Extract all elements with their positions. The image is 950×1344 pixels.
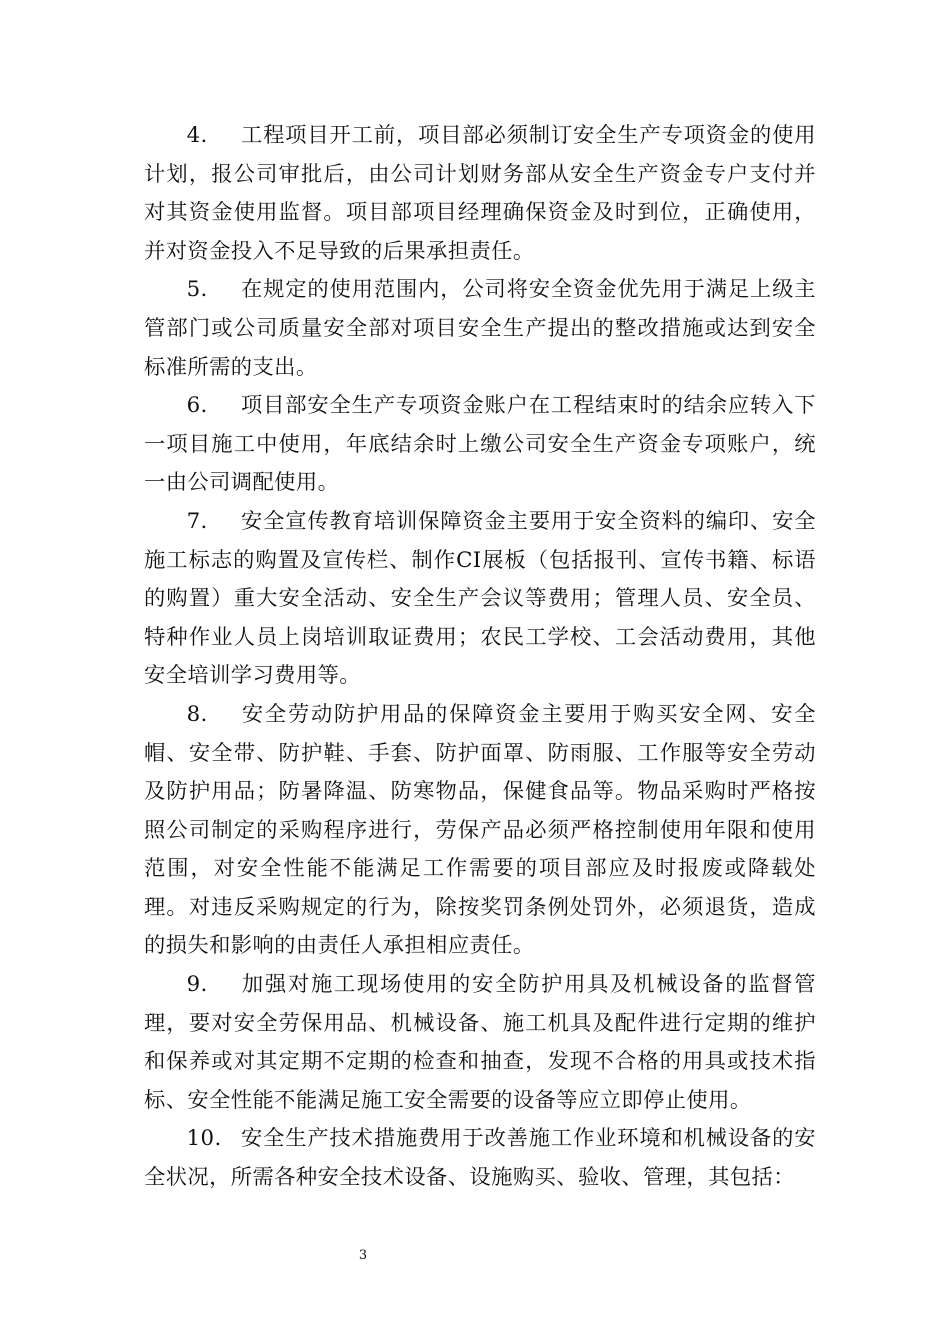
paragraph-5 [144, 271, 816, 387]
paragraph-text: 项目部安全生产专项资金账户在工程结束时的结余应转入下一项目施工中使用，年底结余时上缴公司安全生产资金专项账户，统一由公司调配使用。 [144, 393, 816, 496]
paragraph-text: 在规定的使用范围内，公司将安全资金优先用于满足上级主管部门或公司质量安全部对项目安全生产提出的整改措施或达到安全标准所需的支出。 [144, 277, 816, 380]
paragraph-text: 工程项目开工前，项目部必须制订安全生产专项资金的使用计划，报公司审批后，由公司计划财务部从安全生产资金专户支付并对其资金使用监督。项目部项目经理确保资金及时到位，正确使用，并对资金投入不足导致的后果承担责任。 [144, 123, 816, 264]
paragraph-4 [144, 117, 816, 271]
paragraph-7 [144, 503, 816, 696]
paragraph-8 [144, 696, 816, 966]
paragraph-6 [144, 387, 816, 503]
page-number: 3 [358, 1248, 368, 1263]
paragraph-text: 安全宣传教育培训保障资金主要用于安全资料的编印、安全施工标志的购置及宣传栏、制作CI展板（包括报刊、宣传书籍、标语的购置）重大安全活动、安全生产会议等费用；管理人员、安全员、特种作业人员上岗培训取证费用；农民工学校、工会活动费用，其他安全培训学习费用等。 [144, 508, 816, 689]
paragraph-10 [144, 1120, 816, 1197]
paragraph-number: 5. [186, 277, 208, 303]
paragraph-number: 6. [186, 393, 208, 419]
paragraph-number: 10. [186, 1126, 222, 1152]
paragraph-text: 加强对施工现场使用的安全防护用具及机械设备的监督管理，要对安全劳保用品、机械设备、施工机具及配件进行定期的维护和保养或对其定期不定期的检查和抽查，发现不合格的用具或技术指标、安全性能不能满足施工安全需要的设备等应立即停止使用。 [144, 972, 816, 1113]
paragraph-number: 4. [186, 123, 208, 148]
paragraph-text: 安全生产技术措施费用于改善施工作业环境和机械设备的安全状况，所需各种安全技术设备、设施购买、验收、管理，其包括： [144, 1126, 816, 1191]
paragraph-number: 9. [186, 972, 208, 998]
paragraph-text: 安全劳动防护用品的保障资金主要用于购买安全网、安全帽、安全带、防护鞋、手套、防护面罩、防雨服、工作服等安全劳动及防护用品；防暑降温、防寒物品，保健食品等。物品采购时严格按照公司制定的采购程序进行，劳保产品必须严格控制使用年限和使用范围，对安全性能不能满足工作需要的项目部应及时报废或降载处理。对违反采购规定的行为，除按奖罚条例处罚外，必须退货，造成的损失和影响的由责任人承担相应责任。 [144, 701, 816, 959]
body-text [144, 117, 816, 1198]
page-footer [0, 1248, 950, 1263]
paragraph-number: 7. [186, 508, 208, 534]
paragraph-9 [144, 966, 816, 1120]
paragraph-number: 8. [186, 701, 208, 727]
